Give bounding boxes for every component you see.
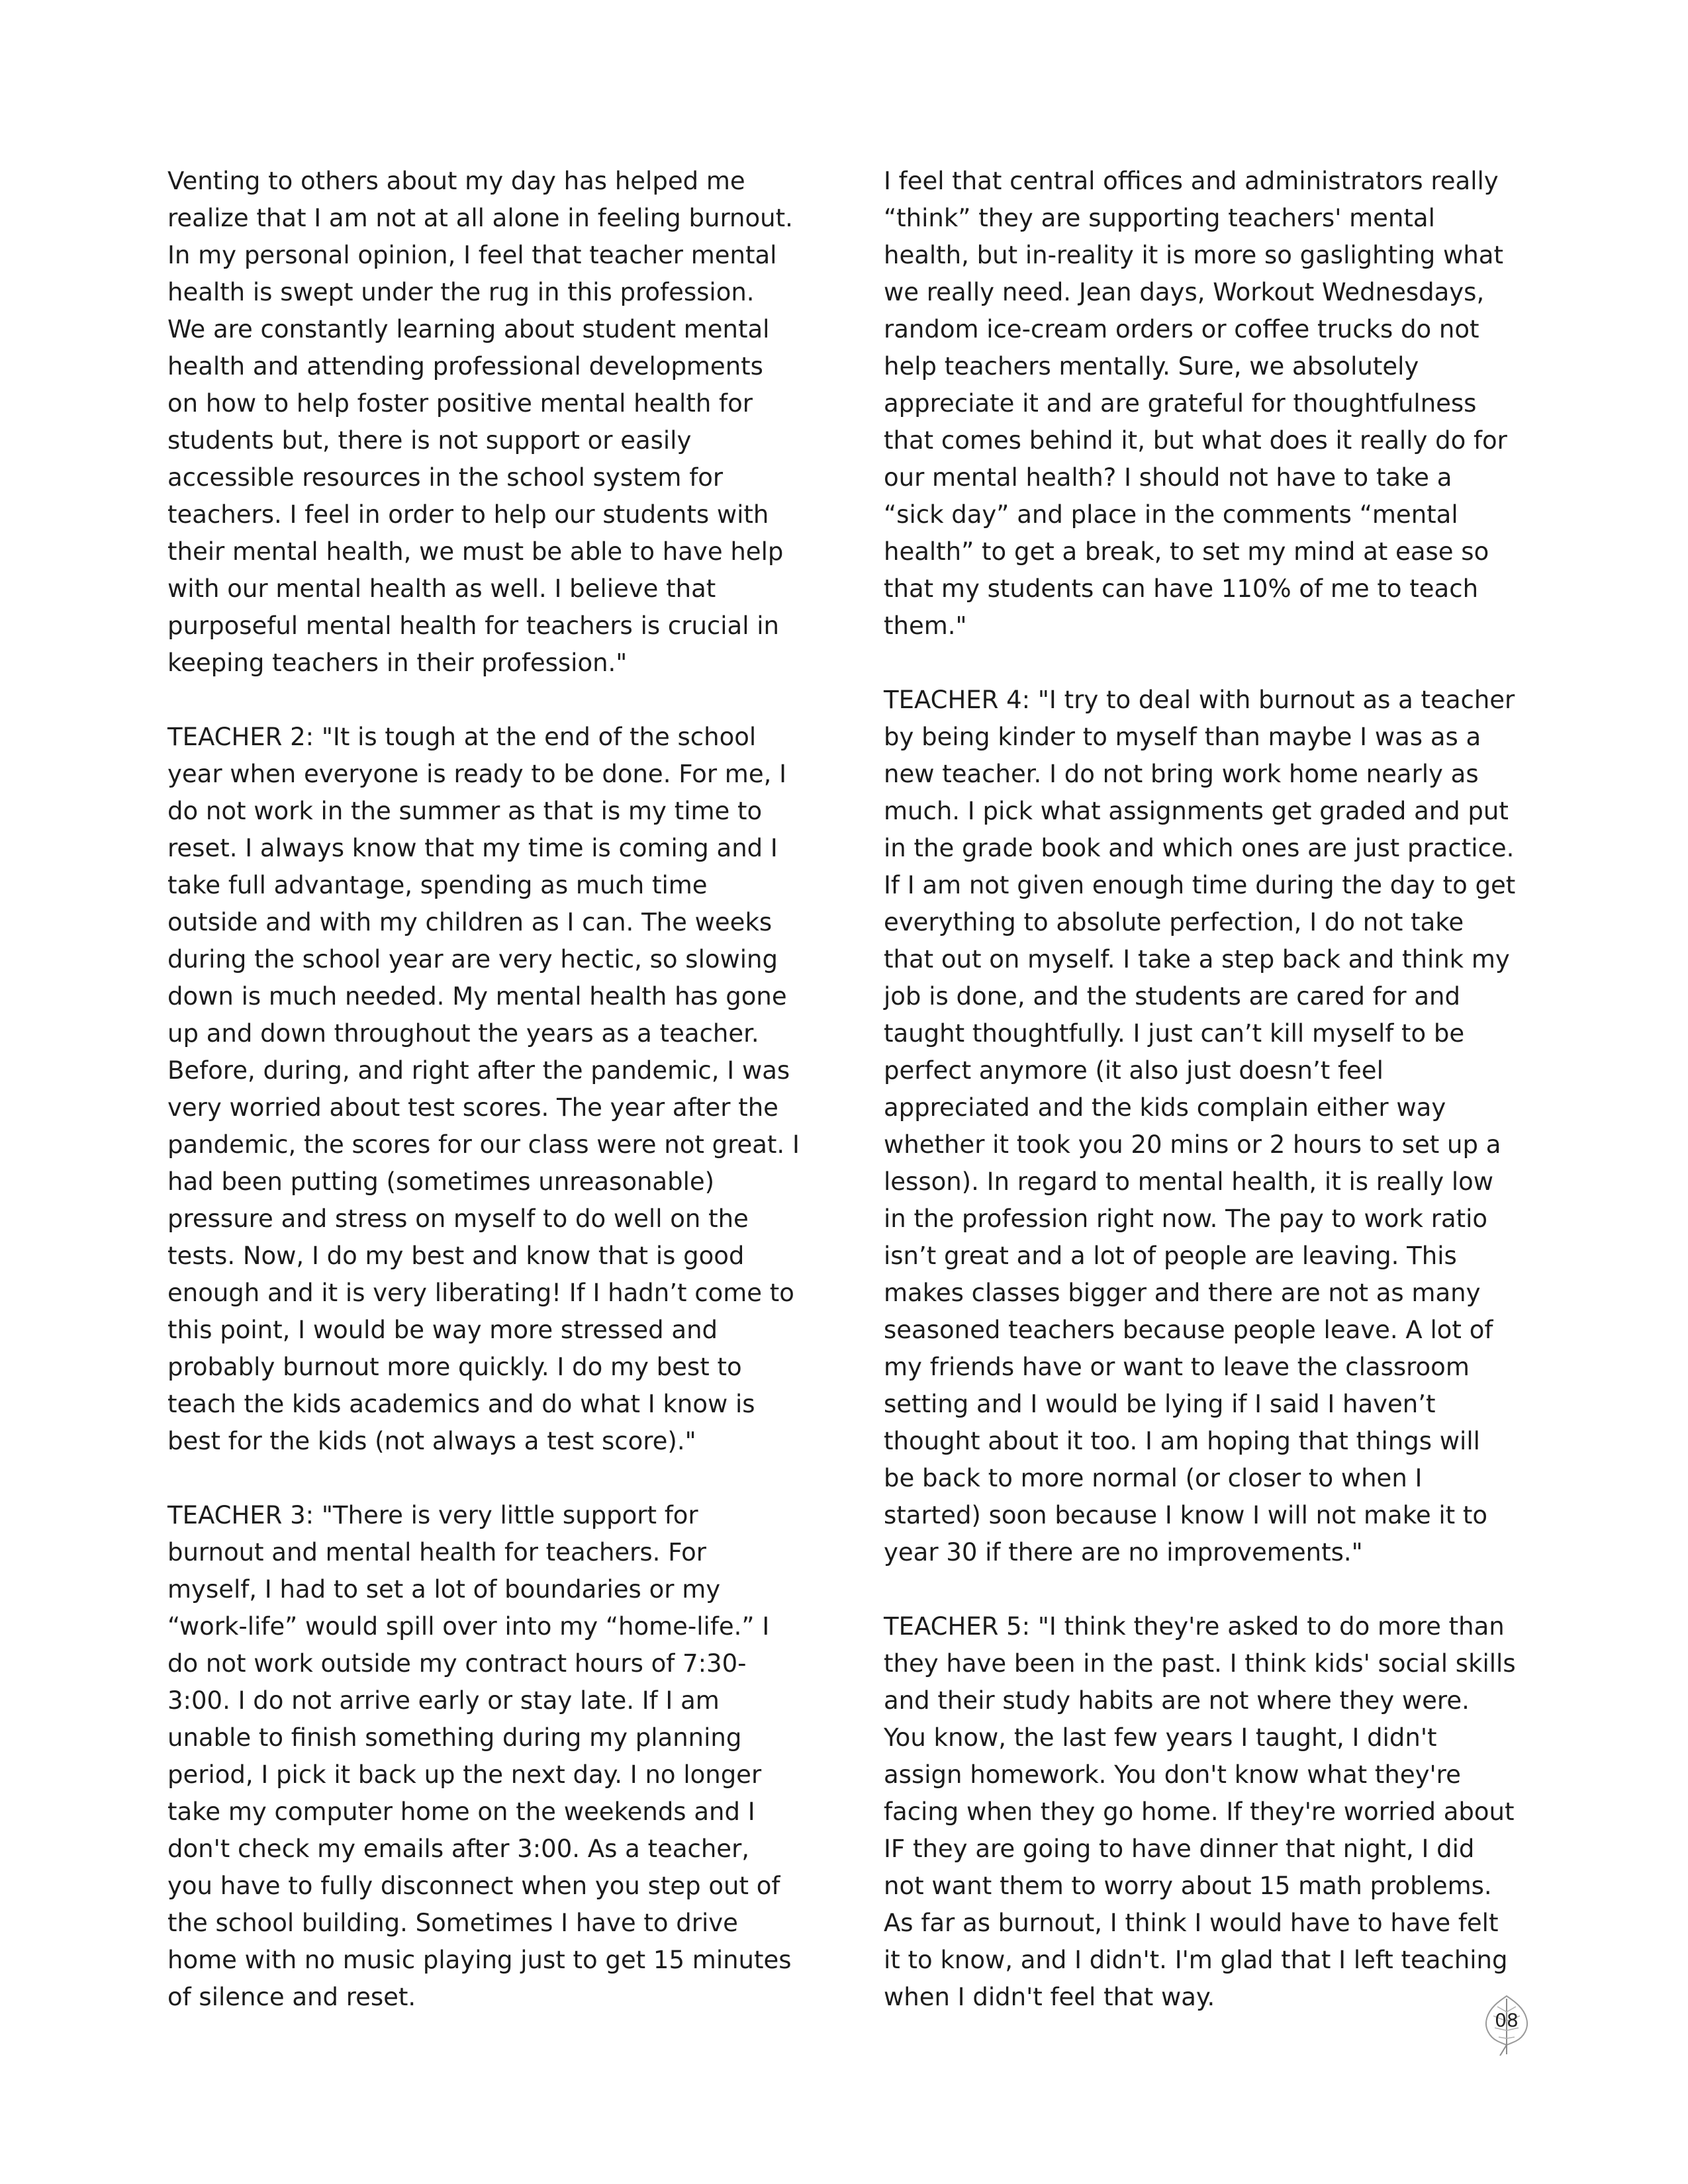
paragraph-venting: Venting to others about my day has helped me realize that I am not at all alone in feeling burnout. In my personal opinion, I feel that teacher mental health is swept under the rug in this profession. We are constantly learning about student mental health and attending professional developments on how to help foster positive mental health for students but, there is not support or easily accessible resources in the school system for teachers. I feel in order to help our students with their mental health, we must be able to have help with our mental health as well. I believe that purposeful mental health for teachers is crucial in keeping teachers in their profession.": [167, 167, 793, 677]
paragraph-teacher-2: TEACHER 2: "It is tough at the end of the school year when everyone is ready to be done. For me, I do not work in the summer as that is my time to reset. I always know that my time is coming and I take full advantage, spending as much time outside and with my children as I can. The weeks during the school year are very hectic, so slowing down is much needed. My mental health has gone up and down throughout the years as a teacher. Before, during, and right after the pandemic, I was very worried about test scores. The year after the pandemic, the scores for our class were not great. I had been putting (sometimes unreasonable) pressure and stress on myself to do well on the tests. Now, I do my best and know that is good enough and it is very liberating! If I hadn’t come to this point, I would be way more stressed and probably burnout more quickly. I do my best to teach the kids academics and do what I know is best for the kids (not always a test score).": [167, 723, 800, 1455]
paragraph-teacher-3: TEACHER 3: "There is very little support for burnout and mental health for teachers. For myself, I had to set a lot of boundaries or my “work-life” would spill over into my “home-life.” I do not work outside my contract hours of 7:30-3:00. I do not arrive early or stay late. If I am unable to finish something during my planning period, I pick it back up the next day. I no longer take my computer home on the weekends and I don't check my emails after 3:00. As a teacher, you have to fully disconnect when you step out of the school building. Sometimes I have to drive home with no music playing just to get 15 minutes of silence and reset.: [167, 1501, 792, 2011]
page-number-mark: [1480, 1992, 1533, 2058]
right-column: [884, 163, 1516, 2016]
paragraph-teacher-5: TEACHER 5: "I think they're asked to do more than they have been in the past. I think kids' social skills and their study habits are not where they were. You know, the last few years I taught, I didn't assign homework. You don't know what they're facing when they go home. If they're worried about IF they are going to have dinner that night, I did not want them to worry about 15 math problems. As far as burnout, I think I would have to have felt it to know, and I didn't. I'm glad that I left teaching when I didn't feel that way.: [884, 1612, 1516, 2011]
paragraph-teacher-4: TEACHER 4: "I try to deal with burnout as a teacher by being kinder to myself than maybe I was as a new teacher. I do not bring work home nearly as much. I pick what assignments get graded and put in the grade book and which ones are just practice. If I am not given enough time during the day to get everything to absolute perfection, I do not take that out on myself. I take a step back and think my job is done, and the students are cared for and taught thoughtfully. I just can’t kill myself to be perfect anymore (it also just doesn’t feel appreciated and the kids complain either way whether it took you 20 mins or 2 hours to set up a lesson). In regard to mental health, it is really low in the profession right now. The pay to work ratio isn’t great and a lot of people are leaving. This makes classes bigger and there are not as many seasoned teachers because people leave. A lot of my friends have or want to leave the classroom setting and I would be lying if I said I haven’t thought about it too. I am hoping that things will be back to more normal (or closer to when I started) soon because I know I will not make it to year 30 if there are no improvements.": [884, 686, 1516, 1567]
paragraph-central-offices: I feel that central offices and administrators really “think” they are supporting teachers' mental health, but in-reality it is more so gaslighting what we really need. Jean days, Workout Wednesdays, random ice-cream orders or coffee trucks do not help teachers mentally. Sure, we absolutely appreciate it and are grateful for thoughtfulness that comes behind it, but what does it really do for our mental health? I should not have to take a “sick day” and place in the comments “mental health” to get a break, to set my mind at ease so that my students can have 110% of me to teach them.": [884, 167, 1507, 640]
left-column: [167, 163, 800, 2016]
page-number: 08: [1495, 2009, 1519, 2031]
